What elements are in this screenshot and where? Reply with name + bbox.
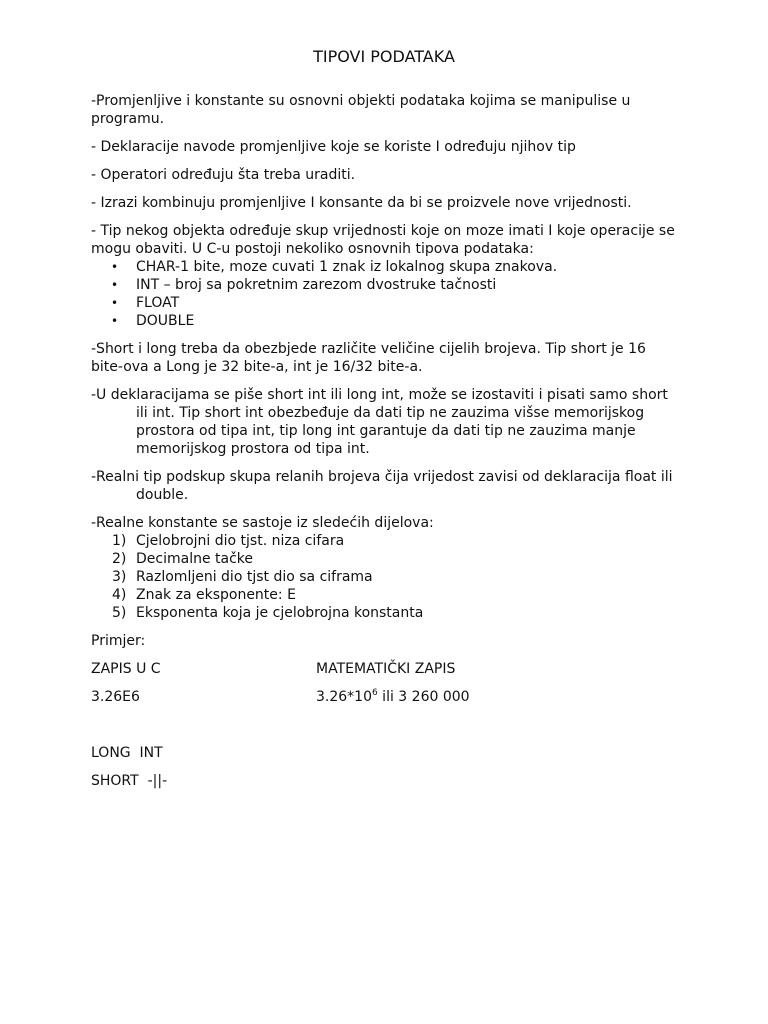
bullet-icon: • bbox=[111, 296, 119, 310]
paragraph-declaration-forms: -U deklaracijama se piše short int ili long int, može se izostaviti i pisati samo short ili int. Tip short int obezbeđuje da dati tip ne zauzima višse memorijskog prostora od tipa int, tip long int garantuje da dati tip ne zauzima manje memorijskog prostora od tipa int. bbox=[91, 387, 668, 457]
example-header-row bbox=[91, 660, 681, 678]
bullet-icon: • bbox=[111, 260, 119, 274]
paragraph-declarations: - Deklaracije navode promjenljive koje se koriste I određuju njihov tip bbox=[91, 139, 576, 155]
list-item: • FLOAT bbox=[111, 295, 180, 311]
list-item: 3) Razlomljeni dio tjst dio sa ciframa bbox=[112, 569, 373, 585]
paragraph-real-constants: -Realne konstante se sastoje iz sledećih dijelova: bbox=[91, 515, 434, 531]
page-title: TIPOVI PODATAKA bbox=[313, 47, 455, 66]
list-item: 4) Znak za eksponente: E bbox=[112, 587, 296, 603]
list-item: • INT – broj sa pokretnim zarezom dvostruke tačnosti bbox=[111, 277, 497, 293]
bullet-icon: • bbox=[111, 314, 119, 328]
list-item: • DOUBLE bbox=[111, 313, 195, 329]
bullet-icon: • bbox=[111, 278, 119, 292]
types-list bbox=[91, 258, 681, 330]
header-matematicki: MATEMATIČKI ZAPIS bbox=[316, 661, 456, 677]
list-item: 1) Cjelobrojni dio tjst. niza cifara bbox=[112, 533, 345, 549]
paragraph-operators: - Operatori određuju šta treba uraditi. bbox=[91, 167, 356, 183]
paragraph-object-type: - Tip nekog objekta određuje skup vrijednosti koje on moze imati I koje operacije se mogu obaviti. U C-u postoji nekoliko osnovnih tipova podataka: bbox=[91, 223, 675, 257]
header-zapis-c: ZAPIS U C bbox=[91, 661, 161, 677]
list-item: • CHAR-1 bite, moze cuvati 1 znak iz lokalnog skupa znakova. bbox=[111, 259, 558, 275]
parts-list bbox=[91, 532, 681, 622]
value-zapis-c: 3.26E6 bbox=[91, 689, 140, 705]
paragraph-short-long: -Short i long treba da obezbjede različite veličine cijelih brojeva. Tip short je 16 bite-ova a Long je 32 bite-a, int je 16/32 bite-a. bbox=[91, 341, 646, 375]
list-item: 2) Decimalne tačke bbox=[112, 551, 254, 567]
example-value-row bbox=[91, 688, 681, 706]
paragraph-variables: -Promjenljive i konstante su osnovni objekti podataka kojima se manipulise u programu. bbox=[91, 93, 631, 127]
note-short: SHORT -||- bbox=[91, 773, 168, 789]
document-body bbox=[91, 92, 681, 790]
paragraph-expressions: - Izrazi kombinuju promjenljive I konsante da bi se proizvele nove vrijednosti. bbox=[91, 195, 632, 211]
note-long-int: LONG INT bbox=[91, 745, 163, 761]
list-item: 5) Eksponenta koja je cjelobrojna konstanta bbox=[112, 605, 424, 621]
paragraph-real-type: -Realni tip podskup skupa relanih brojeva čija vrijedost zavisi od deklaracija float ili double. bbox=[91, 469, 673, 503]
value-matematicki: $3.26*10^6$ ili 3 260 000 bbox=[316, 688, 470, 705]
example-label: Primjer: bbox=[91, 633, 146, 649]
